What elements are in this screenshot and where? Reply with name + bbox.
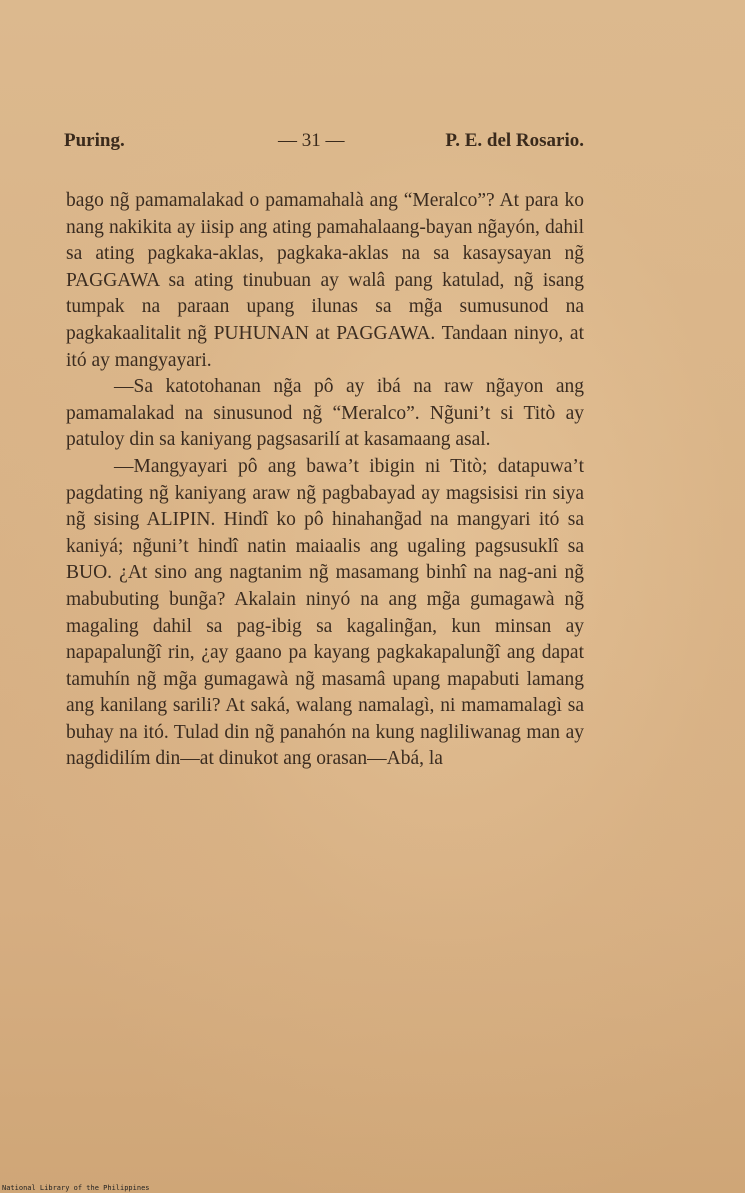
running-header [64, 130, 584, 154]
body-text [66, 188, 584, 773]
paragraph-1: bago ng̃ pamamalakad o pamamahalà ang “Meralco”? At para ko nang nakikita ay iisip ang ating pamahalaang-bayan ng̃ayón, dahil sa ating pagkaka-aklas, pagkaka-aklas na sa kasaysayan ng̃ PAGGAWA sa ating tinubuan ay walâ pang katulad, ng̃ isang tumpak na paraan upang ilunas sa mg̃a sumusunod na pagkakaalitalit ng̃ PUHUNAN at PAGGAWA. Tandaan ninyo, at itó ay mangyayari. [66, 190, 584, 371]
paragraph-3: —Mangyayari pô ang bawa’t ibigin ni Titò; datapuwa’t pagdating ng̃ kaniyang araw ng̃ pagbabayad ay magsisisi rin siya ng̃ sising ALIPIN. Hindî ko pô hinahang̃ad na mangyari itó sa kaniyá; ng̃uni’t hindî natin maiaalis ang ugaling pagsusuklî sa BUO. ¿At sino ang nagtanim ng̃ masamang binhî na nag-ani ng̃ mabubuting bung̃a? Akalain ninyó na ang mg̃a gumagawà ng̃ magaling dahil sa pag-ibig sa kagaling̃an, kun minsan ay napapalung̃î rin, ¿ay gaano pa kayang pagkakapalung̃î ang dapat tamuhín ng̃ mg̃a gumagawà ng̃ masamâ upang mapabuti lamang ang kanilang sarili? At saká, walang namalagì, ni mamamalagì sa buhay na itó. Tulad din ng̃ panahón na kung nagliliwanag man ay nagdidilím din—at dinukot ang orasan—Abá, la [66, 455, 584, 770]
library-credit: National Library of the Philippines [2, 1184, 150, 1192]
header-author: P. E. del Rosario. [445, 130, 584, 151]
header-title: Puring. [64, 130, 125, 151]
paragraph-2: —Sa katotohanan ng̃a pô ay ibá na raw ng̃ayon ang pamamalakad na sinusunod ng̃ “Meralco”. Ng̃uni’t si Titò ay patuloy din sa kaniyang pagsasarilí at kasamaang asal. [66, 376, 584, 451]
page-number: — 31 — [278, 130, 345, 151]
